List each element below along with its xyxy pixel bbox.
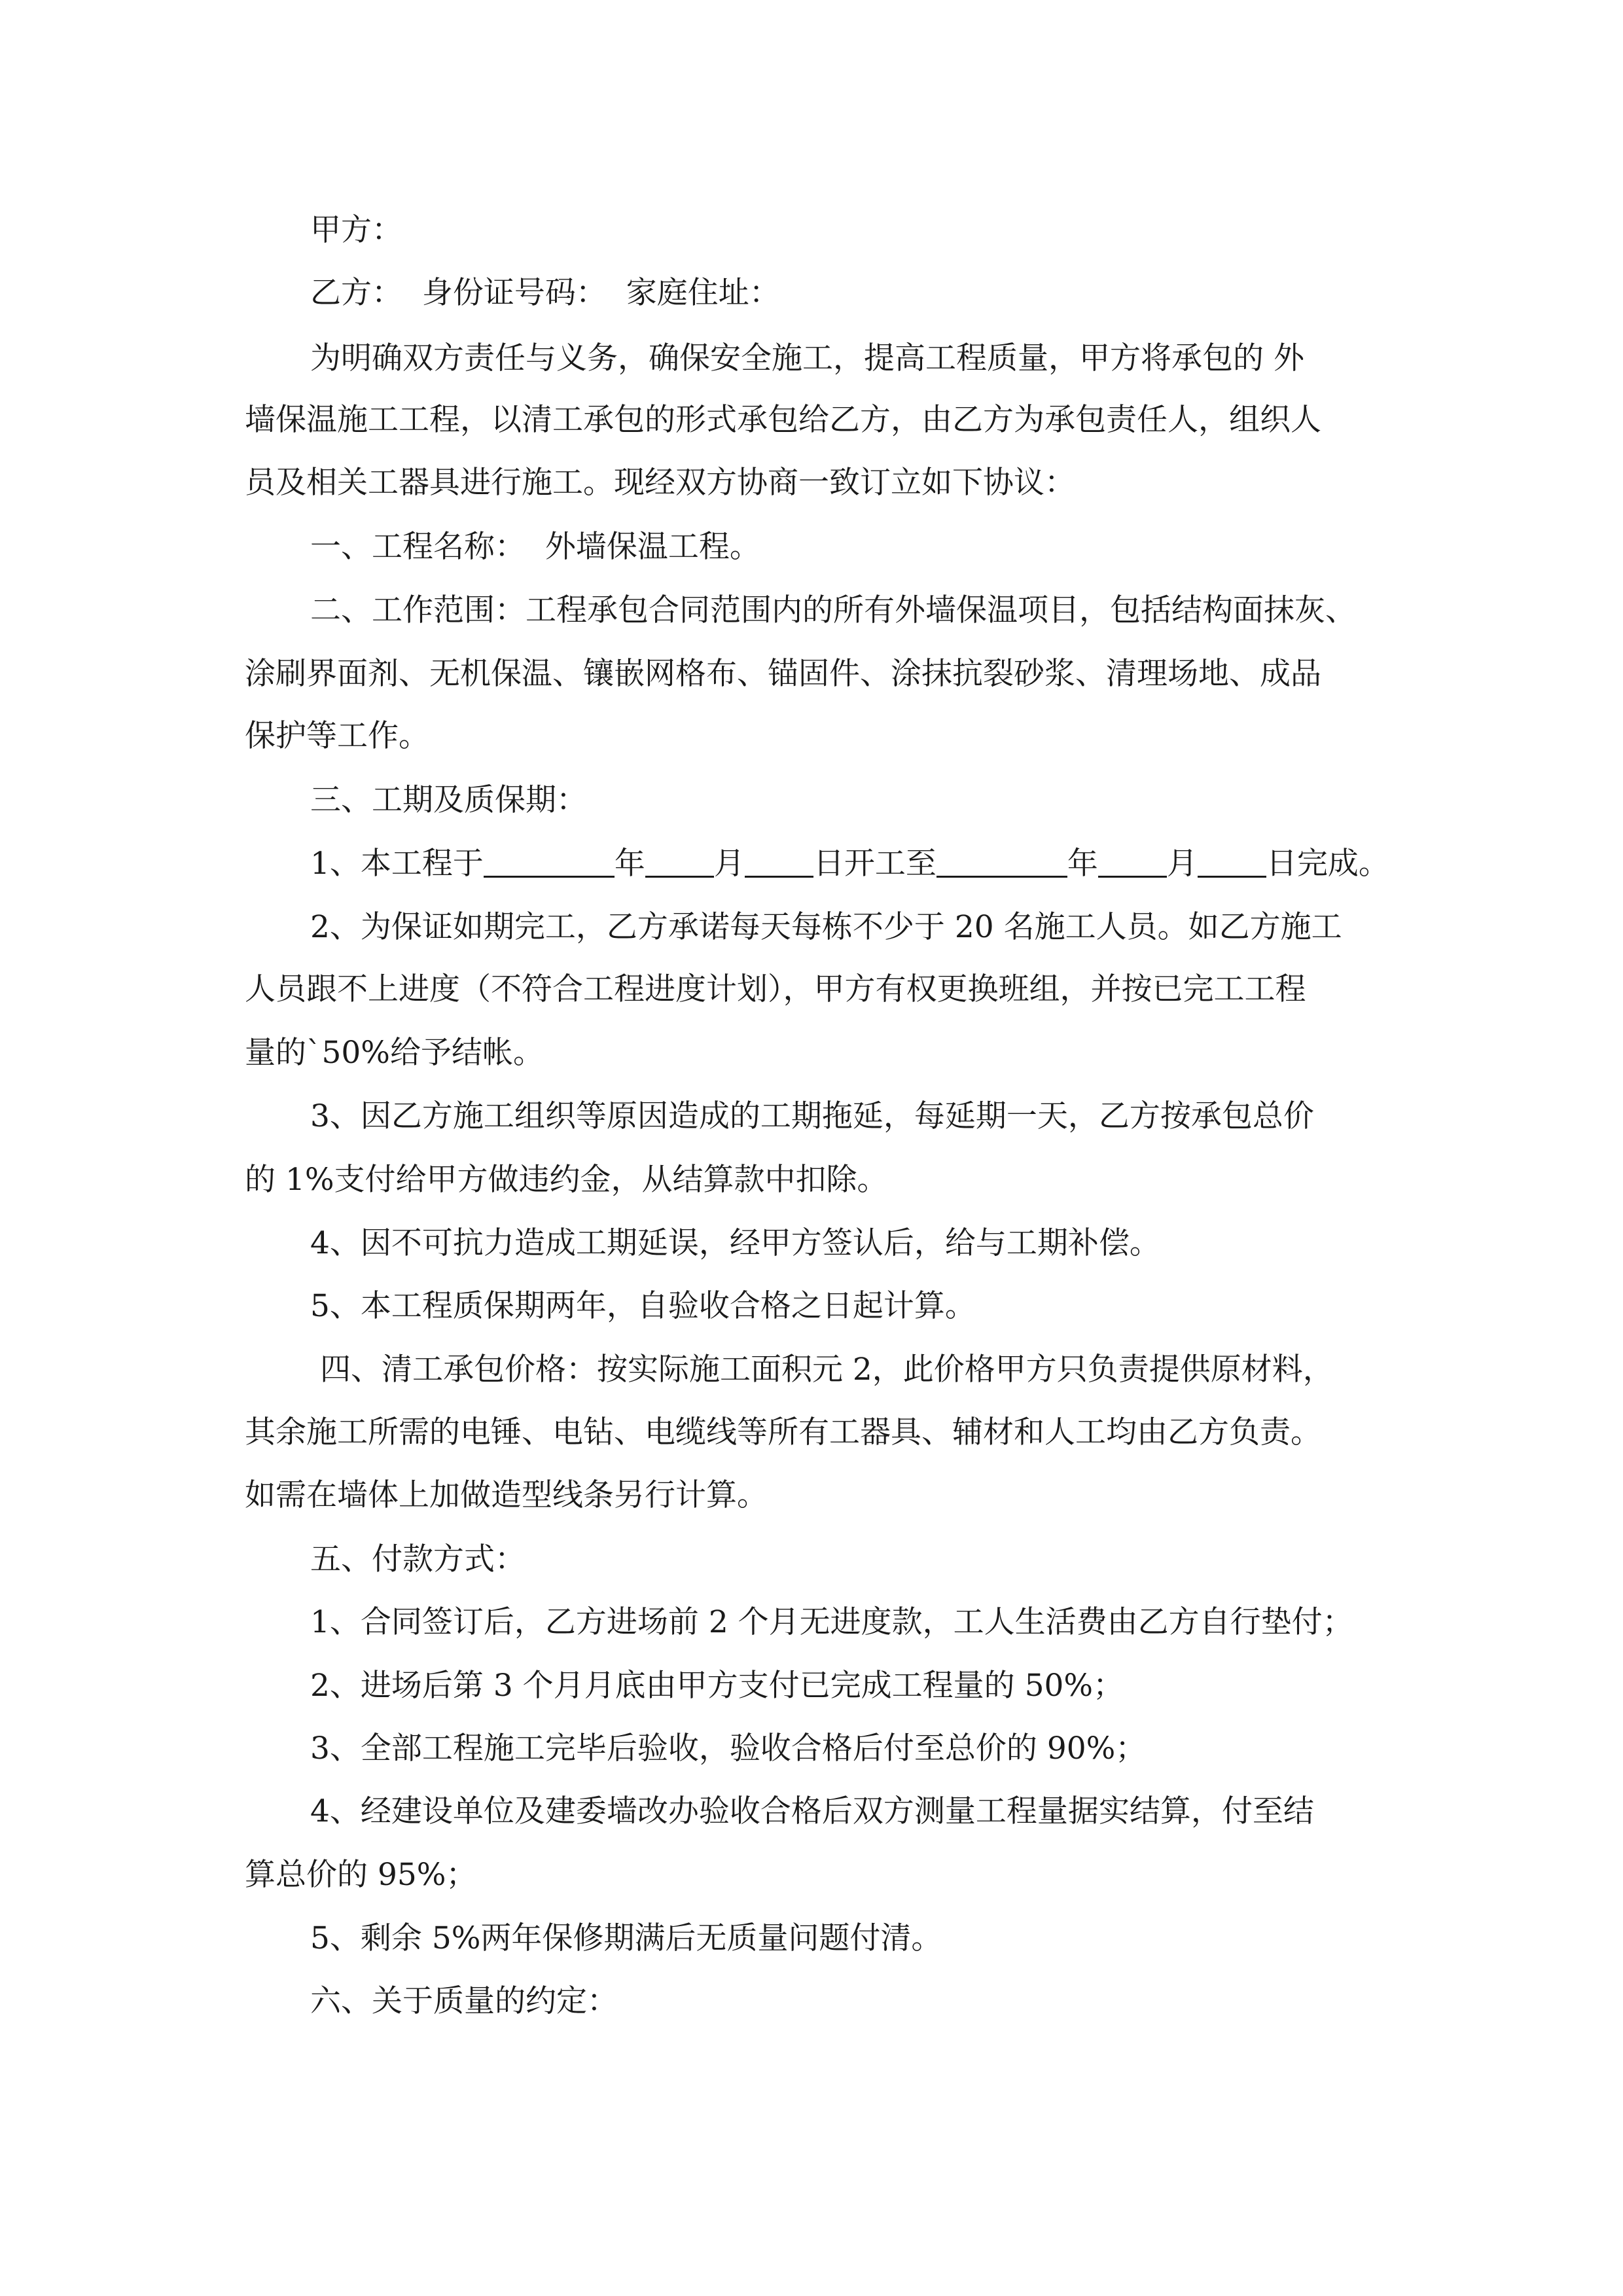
section-4-line-3: 如需在墙体上加做造型线条另行计算。 (245, 1477, 768, 1513)
intro-line-3: 员及相关工器具进行施工。现经双方协商一致订立如下协议： (245, 465, 1075, 501)
start-month-blank (645, 850, 714, 878)
section-5-title: 五、付款方式： (310, 1541, 526, 1577)
section-4-line-2: 其余施工所需的电锤、电钻、电缆线等所有工器具、辅材和人工均由乙方负责。 (245, 1414, 1321, 1450)
section-5-item-4-line-1: 4、经建设单位及建委墙改办验收合格后双方测量工程量据实结算，付至结 (310, 1793, 1314, 1829)
section-5-item-2: 2、进场后第 3 个月月底由甲方支付已完成工程量的 50%； (310, 1668, 1124, 1704)
intro-line-2: 墙保温施工工程，以清工承包的形式承包给乙方，由乙方为承包责任人，组织人 (245, 402, 1321, 438)
section-3-item-4: 4、因不可抗力造成工期延误，经甲方签认后，给与工期补偿。 (310, 1225, 1160, 1261)
end-month-label: 月 (1166, 846, 1198, 882)
end-year-blank (936, 850, 1067, 878)
start-year-label: 年 (614, 846, 645, 882)
section-3-item-1 (310, 844, 1389, 884)
section-5-item-4-line-2: 算总价的 95%； (245, 1857, 477, 1893)
end-month-blank (1098, 850, 1167, 878)
section-2-line-1: 二、工作范围：工程承包合同范围内的所有外墙保温项目，包括结构面抹灰、 (310, 592, 1356, 628)
start-year-blank (484, 850, 615, 878)
intro-line-1: 为明确双方责任与义务，确保安全施工，提高工程质量，甲方将承包的 外 (310, 340, 1304, 376)
section-5-item-5: 5、剩余 5%两年保修期满后无质量问题付清。 (310, 1920, 942, 1956)
section-3-item-5: 5、本工程质保期两年，自验收合格之日起计算。 (310, 1288, 976, 1324)
section-3-item-3-line-2: 的 1%支付给甲方做违约金，从结算款中扣除。 (245, 1162, 888, 1198)
end-year-label: 年 (1067, 846, 1098, 882)
section-3-item-3-line-1: 3、因乙方施工组织等原因造成的工期拖延，每延期一天，乙方按承包总价 (310, 1098, 1314, 1134)
section-5-item-1: 1、合同签订后，乙方进场前 2 个月无进度款，工人生活费由乙方自行垫付； (310, 1604, 1353, 1640)
start-day-label: 日开工至 (813, 846, 936, 882)
party-a-line: 甲方： (310, 212, 402, 248)
section-2-line-3: 保护等工作。 (245, 718, 429, 754)
party-b-line: 乙方： 身份证号码： 家庭住址： (310, 275, 780, 311)
schedule-prefix: 1、本工程于 (310, 846, 484, 882)
section-3-item-2-line-2: 人员跟不上进度（不符合工程进度计划），甲方有权更换班组，并按已完工工程 (245, 971, 1306, 1007)
section-5-item-3: 3、全部工程施工完毕后验收，验收合格后付至总价的 90%； (310, 1731, 1147, 1767)
section-3-item-2-line-1: 2、为保证如期完工，乙方承诺每天每栋不少于 20 名施工人员。如乙方施工 (310, 909, 1342, 945)
section-4-line-1: 四、清工承包价格：按实际施工面积元 2，此价格甲方只负责提供原材料， (310, 1352, 1334, 1388)
section-1-line: 一、工程名称： 外墙保温工程。 (310, 529, 760, 565)
start-day-blank (745, 850, 813, 878)
start-month-label: 月 (713, 846, 745, 882)
end-day-label: 日完成。 (1266, 846, 1389, 882)
section-3-title: 三、工期及质保期： (310, 782, 587, 818)
section-2-line-2: 涂刷界面剂、无机保温、镶嵌网格布、锚固件、涂抹抗裂砂浆、清理场地、成品 (245, 656, 1321, 692)
section-6-title: 六、关于质量的约定： (310, 1983, 618, 2019)
section-3-item-2-line-3: 量的`50%给予结帐。 (245, 1035, 544, 1071)
end-day-blank (1198, 850, 1266, 878)
